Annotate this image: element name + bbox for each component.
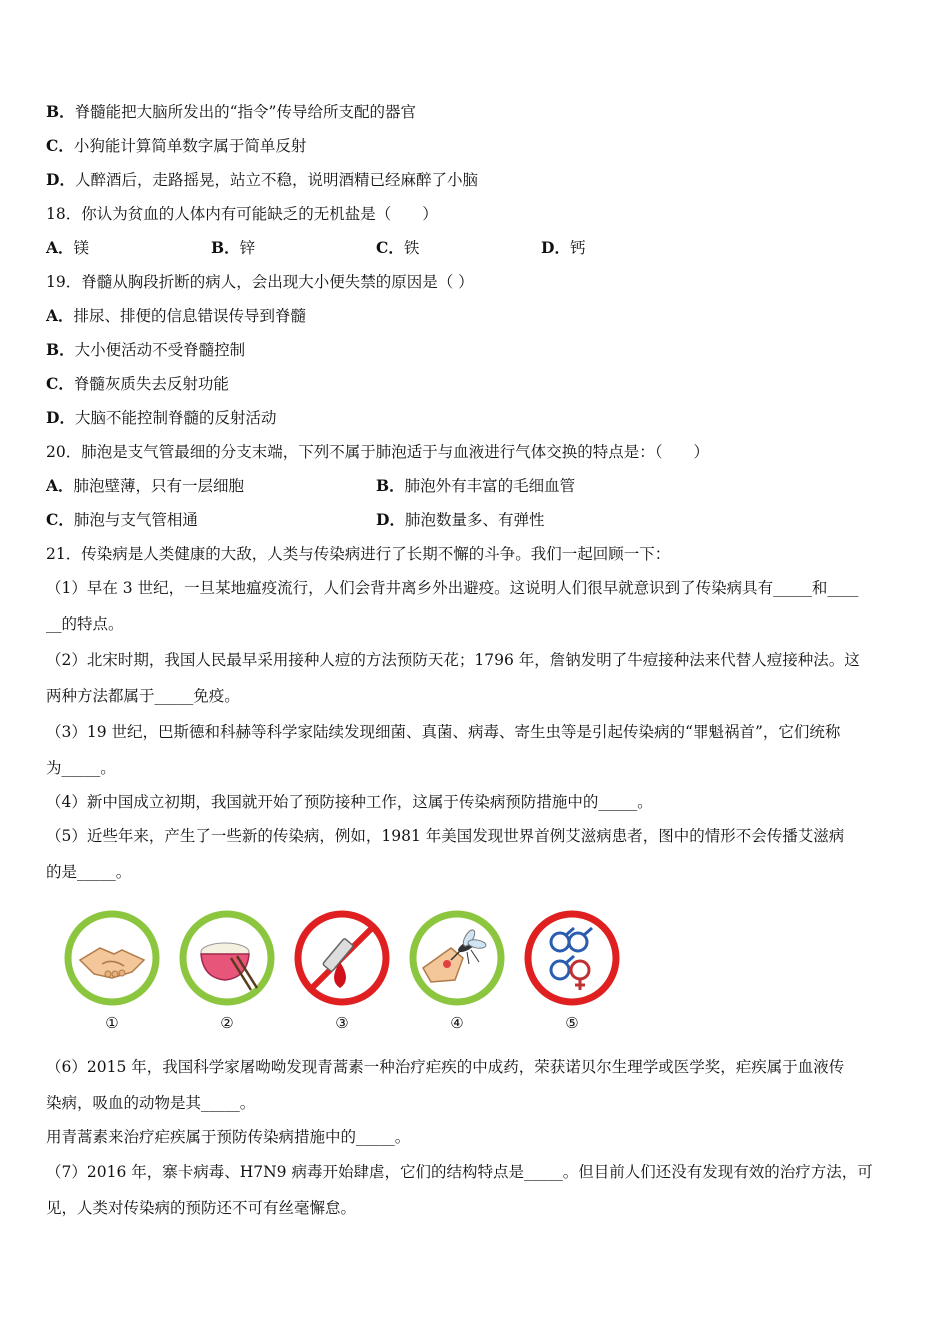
q19-option-a: A．排尿、排便的信息错误传导到脊髓 bbox=[46, 306, 307, 325]
figure-number-2: ② bbox=[220, 1014, 234, 1032]
syringe-blood-icon bbox=[292, 908, 392, 1008]
q19-stem: 19．脊髓从胸段折断的病人，会出现大小便失禁的原因是（ ） bbox=[46, 273, 474, 291]
q21-part6-line1: （6）2015 年，我国科学家屠呦呦发现青蒿素一种治疗疟疾的中成药，荣获诺贝尔生理学或医学奖，疟疾属于血液传 bbox=[46, 1058, 845, 1076]
q19-option-c: C．脊髓灰质失去反射功能 bbox=[46, 374, 229, 393]
q20-option-a: A．肺泡壁薄，只有一层细胞 bbox=[46, 476, 245, 495]
figure-item-1 bbox=[62, 908, 162, 1032]
q17-option-d: D．人醉酒后，走路摇晃，站立不稳，说明酒精已经麻醉了小脑 bbox=[46, 170, 478, 189]
q21-part1-line1: （1）早在 3 世纪，一旦某地瘟疫流行，人们会背井离乡外出避疫。这说明人们很早就意识到了传染病具有_____和____ bbox=[46, 579, 859, 597]
q21-part7-line2: 见，人类对传染病的预防还不可有丝毫懈怠。 bbox=[46, 1199, 357, 1217]
q21-part3-line2: 为_____。 bbox=[46, 759, 116, 777]
figure-item-2 bbox=[177, 908, 277, 1032]
q19-option-d: D．大脑不能控制脊髓的反射活动 bbox=[46, 408, 277, 427]
q21-part5-line2: 的是_____。 bbox=[46, 863, 132, 881]
q20-option-d: D．肺泡数量多、有弹性 bbox=[376, 510, 545, 529]
q18-option-a: A．镁 bbox=[46, 238, 90, 257]
q21-part7-line1: （7）2016 年，寨卡病毒、H7N9 病毒开始肆虐，它们的结构特点是_____。但目前人们还没有发现有效的治疗方法，可 bbox=[46, 1163, 873, 1181]
q20-option-c: C．肺泡与支气管相通 bbox=[46, 510, 198, 529]
mosquito-bite-icon bbox=[407, 908, 507, 1008]
q20-option-b: B．肺泡外有丰富的毛细血管 bbox=[376, 476, 576, 495]
q21-part2-line1: （2）北宋时期，我国人民最早采用接种人痘的方法预防天花；1796 年，詹钠发明了牛痘接种法来代替人痘接种法。这 bbox=[46, 651, 860, 669]
q17-option-b: B．脊髓能把大脑所发出的“指令”传导给所支配的器官 bbox=[46, 102, 416, 121]
q18-option-c: C．铁 bbox=[376, 238, 420, 257]
q21-part4: （4）新中国成立初期，我国就开始了预防接种工作，这属于传染病预防措施中的_____。 bbox=[46, 793, 653, 811]
figure-number-1: ① bbox=[105, 1014, 119, 1032]
q20-stem: 20．肺泡是支气管最细的分支末端，下列不属于肺泡适于与血液进行气体交换的特点是：（ ） bbox=[46, 443, 709, 461]
q21-part2-line2: 两种方法都属于_____免疫。 bbox=[46, 687, 240, 705]
q17-option-c: C．小狗能计算简单数字属于简单反射 bbox=[46, 136, 307, 155]
gender-symbols-icon bbox=[522, 908, 622, 1008]
q21-part3-line1: （3）19 世纪，巴斯德和科赫等科学家陆续发现细菌、真菌、病毒、寄生虫等是引起传染病的“罪魁祸首”，它们统称 bbox=[46, 723, 841, 741]
figure-number-5: ⑤ bbox=[565, 1014, 579, 1032]
handshake-icon bbox=[62, 908, 162, 1008]
transmission-figure bbox=[62, 908, 622, 1038]
figure-item-5 bbox=[522, 908, 622, 1032]
q21-stem: 21．传染病是人类健康的大敌，人类与传染病进行了长期不懈的斗争。我们一起回顾一下： bbox=[46, 545, 671, 563]
q18-option-d: D．钙 bbox=[541, 238, 586, 257]
q21-part5-line1: （5）近些年来，产生了一些新的传染病，例如，1981 年美国发现世界首例艾滋病患者，图中的情形不会传播艾滋病 bbox=[46, 827, 845, 845]
figure-number-3: ③ bbox=[335, 1014, 349, 1032]
rice-bowl-icon bbox=[177, 908, 277, 1008]
q21-part6-line3: 用青蒿素来治疗疟疾属于预防传染病措施中的_____。 bbox=[46, 1128, 411, 1146]
figure-item-4 bbox=[407, 908, 507, 1032]
figure-item-3 bbox=[292, 908, 392, 1032]
q18-stem: 18．你认为贫血的人体内有可能缺乏的无机盐是（ ） bbox=[46, 205, 438, 223]
figure-number-4: ④ bbox=[450, 1014, 464, 1032]
q21-part1-line2: __的特点。 bbox=[46, 615, 124, 633]
q18-option-b: B．锌 bbox=[211, 238, 256, 257]
q19-option-b: B．大小便活动不受脊髓控制 bbox=[46, 340, 246, 359]
q21-part6-line2: 染病，吸血的动物是其_____。 bbox=[46, 1094, 256, 1112]
